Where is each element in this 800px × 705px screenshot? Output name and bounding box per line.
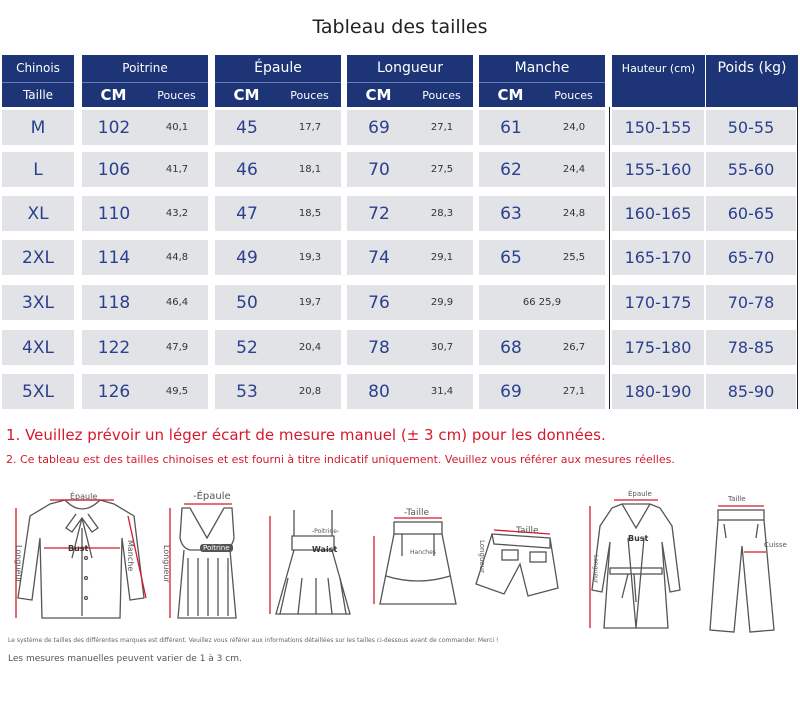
label-cuisse-7: Cuisse xyxy=(764,541,787,549)
epaule-cell xyxy=(215,152,341,187)
poitrine-pouces: 46,4 xyxy=(165,297,189,308)
hauteur-cell: 165-170 xyxy=(612,240,704,275)
manche-cm: 65 xyxy=(500,247,522,268)
longueur-cm: 69 xyxy=(368,117,390,138)
page-title: Tableau des tailles xyxy=(312,16,488,38)
size-label: 2XL xyxy=(22,247,54,268)
hauteur-cell: 150-155 xyxy=(612,110,704,145)
manche-cm: 68 xyxy=(500,337,522,358)
epaule-pouces: 20,4 xyxy=(298,342,322,353)
epaule-pouces: 18,5 xyxy=(298,208,322,219)
manche-cell xyxy=(479,374,605,409)
strap-dress-diagram xyxy=(268,506,358,624)
camisole-diagram xyxy=(162,498,252,628)
hauteur-cell: 180-190 xyxy=(612,374,704,409)
manche-pouces: 24,0 xyxy=(562,122,586,133)
poitrine-cell xyxy=(82,152,208,187)
header-epaule-cm: CM xyxy=(233,86,260,104)
epaule-pouces: 20,8 xyxy=(298,386,322,397)
header-longueur xyxy=(347,55,473,107)
poids-cell: 70-78 xyxy=(706,285,796,320)
note-2: 2. Ce tableau est des tailles chinoises et est fourni à titre indicatif uniquement. Veuillez vous référer aux mesures réelles. xyxy=(6,453,675,466)
manche-pouces: 25,5 xyxy=(562,252,586,263)
header-poids-label: Poids (kg) xyxy=(717,60,787,76)
size-cell xyxy=(2,374,74,409)
poids-cell: 65-70 xyxy=(706,240,796,275)
poitrine-cm: 122 xyxy=(97,337,131,358)
header-manche-label: Manche xyxy=(514,60,570,76)
label-bust-1: Bust xyxy=(68,544,89,553)
longueur-cell xyxy=(347,285,473,320)
label-taille-7: Taille xyxy=(728,495,746,503)
longueur-pouces: 30,7 xyxy=(430,342,454,353)
longueur-cell xyxy=(347,240,473,275)
poitrine-pouces: 43,2 xyxy=(165,208,189,219)
poids-cell: 85-90 xyxy=(706,374,796,409)
size-cell xyxy=(2,110,74,145)
header-longueur-pouces: Pouces xyxy=(422,88,461,102)
header-poitrine xyxy=(82,55,208,107)
longueur-pouces: 27,5 xyxy=(430,164,454,175)
poids-cell: 60-65 xyxy=(706,196,796,231)
poitrine-pouces: 40,1 xyxy=(165,122,189,133)
shorts-diagram xyxy=(472,524,566,604)
header-manche-cm: CM xyxy=(497,86,524,104)
blouse-diagram xyxy=(10,488,160,628)
label-waist-3: Waist xyxy=(312,545,338,554)
manche-pouces: 26,7 xyxy=(562,342,586,353)
longueur-cm: 70 xyxy=(368,159,390,180)
epaule-cell xyxy=(215,285,341,320)
longueur-cm: 78 xyxy=(368,337,390,358)
epaule-cm: 52 xyxy=(236,337,258,358)
epaule-cm: 45 xyxy=(236,117,258,138)
header-poitrine-pouces: Pouces xyxy=(157,88,196,102)
note-1: 1. Veuillez prévoir un léger écart de mesure manuel (± 3 cm) pour les données. xyxy=(6,426,606,444)
coat-diagram xyxy=(588,498,684,634)
manual-measure-note: Les mesures manuelles peuvent varier de 1 à 3 cm. xyxy=(8,654,242,664)
manche-cell xyxy=(479,330,605,365)
header-hauteur xyxy=(612,55,705,107)
epaule-cell xyxy=(215,330,341,365)
poitrine-pouces: 47,9 xyxy=(165,342,189,353)
label-longueur-2: Longueur xyxy=(162,545,171,583)
size-label: 3XL xyxy=(22,292,54,313)
manche-cell xyxy=(479,110,605,145)
trousers-diagram xyxy=(706,502,786,636)
poitrine-cell xyxy=(82,285,208,320)
epaule-cell xyxy=(215,196,341,231)
manche-cm: 63 xyxy=(500,203,522,224)
size-cell xyxy=(2,240,74,275)
epaule-cm: 53 xyxy=(236,381,258,402)
longueur-pouces: 27,1 xyxy=(430,122,454,133)
header-poids xyxy=(706,55,798,107)
poitrine-cm: 106 xyxy=(97,159,131,180)
longueur-cell xyxy=(347,374,473,409)
size-label: 4XL xyxy=(22,337,54,358)
label-epaule-2: -Épaule xyxy=(193,491,231,502)
size-label: M xyxy=(30,117,46,138)
header-epaule-pouces: Pouces xyxy=(290,88,329,102)
longueur-cm: 72 xyxy=(368,203,390,224)
size-label: L xyxy=(33,159,43,180)
poids-cell: 55-60 xyxy=(706,152,796,187)
poitrine-pouces: 49,5 xyxy=(165,386,189,397)
epaule-cm: 46 xyxy=(236,159,258,180)
manche-pouces: 66 25,9 xyxy=(522,297,562,308)
size-label: 5XL xyxy=(22,381,54,402)
right-table-border-right xyxy=(797,107,798,409)
label-poitrine-2: Poitrine xyxy=(200,544,233,552)
label-longueur-5: Longueur xyxy=(478,540,486,573)
longueur-cm: 76 xyxy=(368,292,390,313)
manche-cell xyxy=(479,152,605,187)
longueur-cell xyxy=(347,152,473,187)
header-poitrine-label: Poitrine xyxy=(122,61,168,75)
poitrine-cm: 118 xyxy=(97,292,131,313)
header-longueur-label: Longueur xyxy=(377,60,443,76)
poitrine-cell xyxy=(82,110,208,145)
manche-pouces: 24,8 xyxy=(562,208,586,219)
longueur-pouces: 28,3 xyxy=(430,208,454,219)
size-cell xyxy=(2,285,74,320)
header-size xyxy=(2,55,74,107)
right-table-border xyxy=(609,107,610,409)
label-epaule-1: Épaule xyxy=(70,492,98,501)
poids-cell: 50-55 xyxy=(706,110,796,145)
size-label: XL xyxy=(27,203,49,224)
label-bust-6: Bust xyxy=(628,534,649,543)
header-taille: Taille xyxy=(22,88,54,102)
poitrine-cell xyxy=(82,240,208,275)
manche-cm: 69 xyxy=(500,381,522,402)
poitrine-cm: 110 xyxy=(97,203,131,224)
hauteur-cell: 175-180 xyxy=(612,330,704,365)
label-taille-4: -Taille xyxy=(404,508,429,518)
skirt-diagram xyxy=(372,516,464,614)
longueur-pouces: 29,1 xyxy=(430,252,454,263)
longueur-cm: 80 xyxy=(368,381,390,402)
hauteur-cell: 155-160 xyxy=(612,152,704,187)
epaule-pouces: 18,1 xyxy=(298,164,322,175)
longueur-cm: 74 xyxy=(368,247,390,268)
header-manche-pouces: Pouces xyxy=(554,88,593,102)
longueur-pouces: 31,4 xyxy=(430,386,454,397)
poitrine-cm: 126 xyxy=(97,381,131,402)
hauteur-cell: 160-165 xyxy=(612,196,704,231)
epaule-cm: 47 xyxy=(236,203,258,224)
manche-cm: 62 xyxy=(500,159,522,180)
longueur-cell xyxy=(347,330,473,365)
manche-cm: 61 xyxy=(500,117,522,138)
epaule-cell xyxy=(215,374,341,409)
manche-cell xyxy=(479,240,605,275)
header-manche xyxy=(479,55,605,107)
fine-print: Le système de tailles des différentes marques est différent. Veuillez vous référer aux informations détaillées sur les tailles ci-dessous avant de commander. Merci ! xyxy=(8,637,499,644)
epaule-pouces: 17,7 xyxy=(298,122,322,133)
longueur-cell xyxy=(347,110,473,145)
poitrine-cell xyxy=(82,374,208,409)
epaule-cm: 50 xyxy=(236,292,258,313)
longueur-cell xyxy=(347,196,473,231)
poitrine-cell xyxy=(82,330,208,365)
epaule-cell xyxy=(215,110,341,145)
header-epaule-label: Épaule xyxy=(254,60,302,76)
poitrine-cell xyxy=(82,196,208,231)
epaule-pouces: 19,7 xyxy=(298,297,322,308)
poitrine-cm: 114 xyxy=(97,247,131,268)
label-taille-5: Taille xyxy=(516,526,539,536)
epaule-cm: 49 xyxy=(236,247,258,268)
label-poitrine-3: -Poitrine- xyxy=(312,528,340,535)
poitrine-pouces: 41,7 xyxy=(165,164,189,175)
hauteur-cell: 170-175 xyxy=(612,285,704,320)
size-cell xyxy=(2,152,74,187)
label-longueur-1: Longueur xyxy=(14,545,23,583)
label-longueur-6: Longueur xyxy=(592,555,599,584)
header-poitrine-cm: CM xyxy=(100,86,127,104)
poids-cell: 78-85 xyxy=(706,330,796,365)
size-cell xyxy=(2,330,74,365)
manche-cell xyxy=(479,196,605,231)
size-cell xyxy=(2,196,74,231)
header-hauteur-label: Hauteur (cm) xyxy=(621,61,696,75)
header-chinois: Chinois xyxy=(16,61,60,75)
poitrine-pouces: 44,8 xyxy=(165,252,189,263)
epaule-pouces: 19,3 xyxy=(298,252,322,263)
label-hanches-4: Hanches xyxy=(410,549,436,556)
manche-pouces: 27,1 xyxy=(562,386,586,397)
poitrine-cm: 102 xyxy=(97,117,131,138)
epaule-cell xyxy=(215,240,341,275)
label-epaule-6: Épaule xyxy=(628,490,652,498)
longueur-pouces: 29,9 xyxy=(430,297,454,308)
label-manche-1: Manche xyxy=(126,540,135,572)
header-longueur-cm: CM xyxy=(365,86,392,104)
manche-pouces: 24,4 xyxy=(562,164,586,175)
header-epaule xyxy=(215,55,341,107)
manche-cell xyxy=(479,285,605,320)
